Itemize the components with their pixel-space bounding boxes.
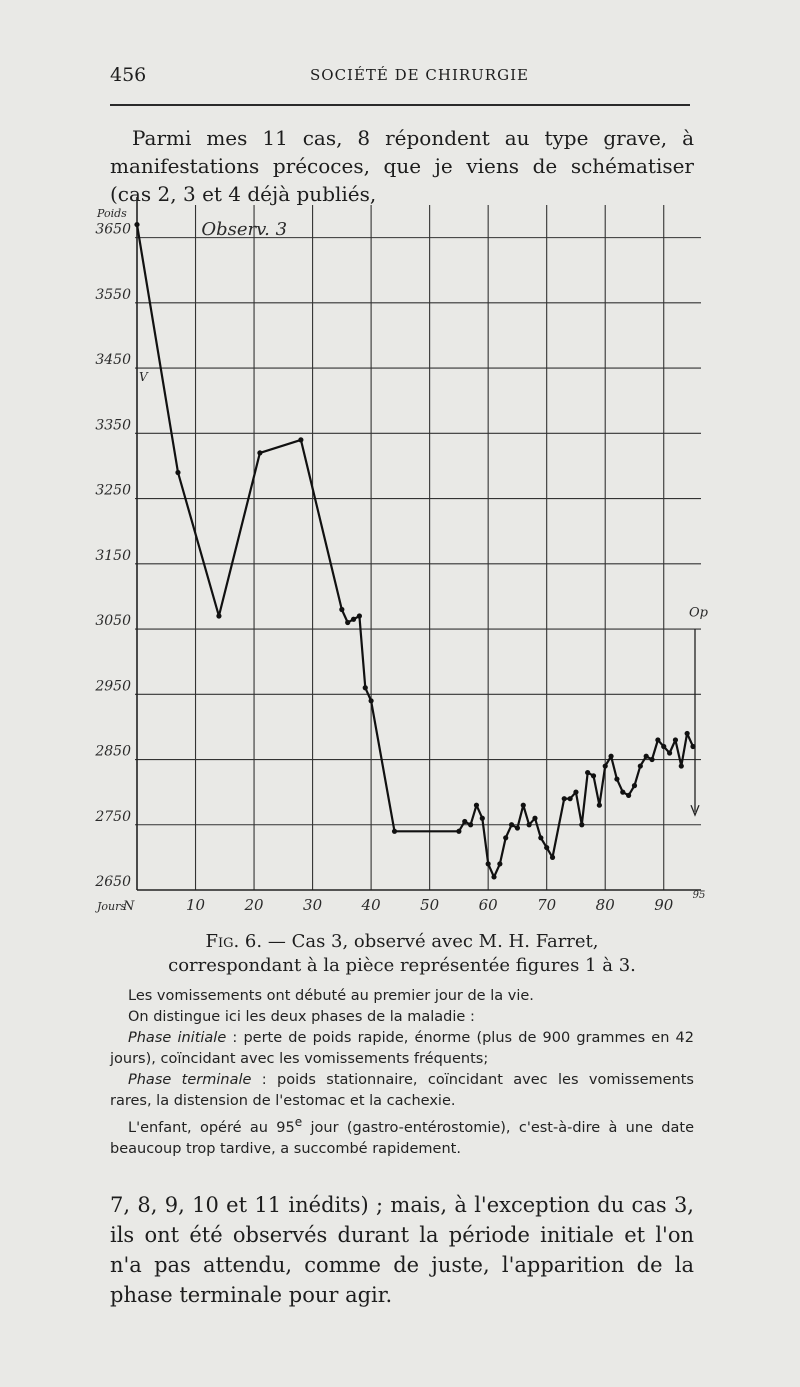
weight-data-point	[685, 731, 690, 736]
note-line-5-a: L'enfant, opéré au 95	[128, 1119, 295, 1136]
note-phase-initiale	[110, 1028, 694, 1070]
paragraph-bottom: 7, 8, 9, 10 et 11 inédits) ; mais, à l'exception du cas 3, ils ont été observés durant la période initiale et l'on n'a pas attendu, comme de juste, l'apparition de la phase terminale pour agir.	[110, 1193, 694, 1307]
weight-data-point	[521, 803, 526, 808]
weight-data-point	[480, 816, 485, 821]
weight-data-point	[614, 776, 619, 781]
weight-data-point	[620, 790, 625, 795]
weight-data-point	[175, 470, 180, 475]
note-line-1: Les vomissements ont débuté au premier jour de la vie.	[128, 988, 534, 1004]
x-tick-label: 70	[537, 896, 557, 914]
weight-data-point	[644, 754, 649, 759]
weight-data-point	[638, 763, 643, 768]
weight-data-point	[515, 825, 520, 830]
weight-data-point	[591, 773, 596, 778]
y-tick-label: 2650	[95, 874, 131, 890]
weight-data-point	[509, 822, 514, 827]
weight-chart	[95, 195, 715, 920]
x-tick-label: 30	[303, 896, 323, 914]
weight-data-point	[562, 796, 567, 801]
weight-data-point	[474, 803, 479, 808]
weight-data-point	[573, 790, 578, 795]
weight-data-point	[257, 450, 262, 455]
chart-grid	[135, 205, 701, 890]
weight-data-point	[491, 874, 496, 879]
x-axis-label: Jours	[97, 900, 127, 913]
weight-data-point	[649, 757, 654, 762]
weight-data-point	[351, 617, 356, 622]
note-phase-terminale	[110, 1070, 694, 1112]
weight-data-point	[345, 620, 350, 625]
weight-data-point	[339, 607, 344, 612]
caption-line-2: correspondant à la pièce représentée figures 1 à 3.	[168, 955, 636, 976]
weight-data-point	[585, 770, 590, 775]
weight-data-point	[632, 783, 637, 788]
y-tick-label: 3050	[95, 613, 131, 630]
y-tick-label: 3650	[95, 221, 131, 238]
running-head: SOCIÉTÉ DE CHIRURGIE	[310, 66, 529, 84]
note-line-5	[110, 1112, 694, 1160]
y-tick-label: 3450	[95, 352, 131, 369]
weight-data-point	[363, 685, 368, 690]
weight-data-point	[603, 763, 608, 768]
weight-data-point	[456, 829, 461, 834]
y-tick-label: 3150	[95, 547, 131, 564]
weight-data-point	[538, 835, 543, 840]
weight-data-point	[134, 222, 139, 227]
weight-data-point	[532, 816, 537, 821]
chart-axes	[137, 197, 701, 890]
weight-data-point	[369, 698, 374, 703]
y-tick-label: 2750	[95, 808, 131, 825]
weight-data-point	[497, 861, 502, 866]
weight-data-point	[655, 737, 660, 742]
weight-data-point	[608, 754, 613, 759]
header-rule	[110, 104, 690, 106]
x-tick-label: 95	[692, 890, 706, 901]
weight-data-point	[462, 819, 467, 824]
weight-series-line	[137, 225, 693, 877]
y-tick-label: 3550	[95, 286, 131, 303]
y-tick-label: 3350	[95, 417, 131, 434]
y-tick-label: 3250	[95, 482, 131, 499]
y-axis-label: Poids	[97, 207, 127, 220]
weight-data-point	[667, 750, 672, 755]
weight-data-point	[544, 845, 549, 850]
weight-data-point	[550, 855, 555, 860]
phase-terminale-text: : poids stationnaire, coïncidant avec les vomissements rares, la distension de l'estomac et la cachexie.	[110, 1072, 694, 1109]
figure-label: Fig. 6.	[205, 931, 263, 952]
weight-data-point	[357, 613, 362, 618]
weight-chart-svg	[95, 195, 715, 920]
weight-data-point	[392, 829, 397, 834]
chart-series	[134, 222, 695, 880]
phase-initiale-text: : perte de poids rapide, énorme (plus de 900 grammes en 42 jours), coïncidant avec les vomissements fréquents;	[110, 1030, 694, 1067]
figure-caption	[110, 930, 694, 978]
chart-labels	[95, 207, 709, 914]
y-tick-label: 2950	[95, 678, 131, 695]
x-origin-label: N	[123, 899, 135, 914]
x-tick-label: 50	[420, 896, 440, 914]
weight-data-point	[597, 803, 602, 808]
weight-data-point	[567, 796, 572, 801]
weight-data-point	[298, 437, 303, 442]
figure-notes	[110, 986, 694, 1160]
x-tick-label: 80	[595, 896, 615, 914]
x-tick-label: 40	[361, 896, 381, 914]
op-annotation: Op	[689, 605, 708, 621]
page-number: 456	[110, 64, 147, 86]
x-tick-label: 10	[185, 896, 206, 914]
weight-data-point	[503, 835, 508, 840]
weight-data-point	[579, 822, 584, 827]
note-line-2: On distingue ici les deux phases de la maladie :	[128, 1009, 475, 1025]
weight-data-point	[216, 613, 221, 618]
phase-terminale-label: Phase terminale	[128, 1072, 252, 1088]
caption-line-1: — Cas 3, observé avec M. H. Farret,	[267, 931, 599, 952]
v-annotation: V	[139, 370, 148, 385]
note-line-5-sup: e	[294, 1115, 303, 1129]
note-line-5-b: jour (gastro-entérostomie), c'est-à-dire à une date beaucoup trop tardive, a succombé rapidement.	[110, 1119, 694, 1157]
phase-initiale-label: Phase initiale	[128, 1030, 227, 1046]
weight-data-point	[661, 744, 666, 749]
weight-data-point	[679, 763, 684, 768]
weight-data-point	[690, 744, 695, 749]
weight-data-point	[673, 737, 678, 742]
page-header	[110, 64, 690, 88]
chart-title: Observ. 3	[201, 219, 288, 240]
weight-data-point	[468, 822, 473, 827]
paragraph-top: Parmi mes 11 cas, 8 répondent au type grave, à manifestations précoces, que je viens de schématiser (cas 2, 3 et 4 déjà publiés,	[110, 126, 694, 206]
weight-data-point	[527, 822, 532, 827]
y-tick-label: 2850	[95, 743, 131, 760]
weight-data-point	[486, 861, 491, 866]
weight-data-point	[626, 793, 631, 798]
x-tick-label: 90	[654, 896, 674, 914]
x-tick-label: 20	[244, 896, 264, 914]
x-tick-label: 60	[478, 896, 498, 914]
